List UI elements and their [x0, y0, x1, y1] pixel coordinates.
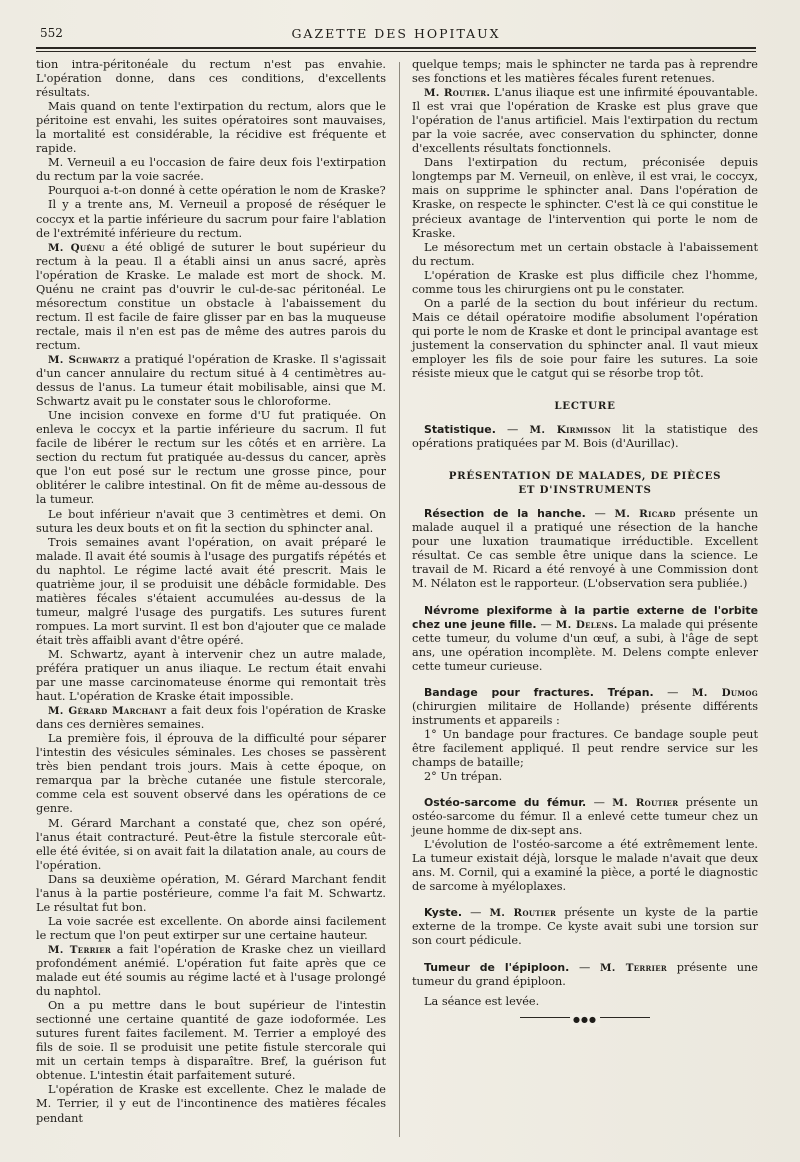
paragraph: Dans l'extirpation du rectum, préconisée depuis longtemps par M. Verneuil, on enlève, il est vrai, le coccyx, mais on supprime le sphincter anal. Dans l'opération de Kraske, on respecte le sphincter. C'est là ce qui constitue le précieux avantage de l'intervention qui porte le nom de Kraske.	[412, 156, 758, 240]
paragraph: On a pu mettre dans le bout supérieur de l'intestin sectionné une certaine quantité de gaze iodoformée. Les sutures furent faites facilement. M. Terrier a employé des fils de soie. Il se produisit une petite fistule stercorale qui mit un certain temps à disparaître. Bref, la guérison fut obtenue. L'intestin était parfaitement suturé.	[36, 999, 386, 1083]
item-text: La malade qui présente cette tumeur, du volume d'un œuf, a subi, à l'âge de sept ans, une opération incomplète. M. Delens compte enlever cette tumeur curieuse.	[412, 617, 758, 673]
paragraph: tion intra-péritonéale du rectum n'est pas envahie. L'opération donne, dans ces conditions, d'excellents résultats.	[36, 58, 386, 100]
item-title: Bandage pour fractures. Trépan.	[424, 685, 654, 699]
paragraph	[36, 241, 386, 353]
item-text: lit la statistique des opérations pratiquées par M. Bois (d'Aurillac).	[412, 423, 758, 451]
speaker-name: M. Delens.	[555, 618, 618, 631]
paragraph: quelque temps; mais le sphincter ne tarda pas à reprendre ses fonctions et les matières fécales furent retenues.	[412, 58, 758, 86]
section-heading-presentation	[412, 469, 758, 497]
paragraph: Mais quand on tente l'extirpation du rectum, alors que le péritoine est envahi, les suites opératoires sont mauvaises, la mortalité est considérable, la récidive est fréquente et rapide.	[36, 100, 386, 156]
paragraph: Une incision convexe en forme d'U fut pratiquée. On enleva le coccyx et la partie inférieure du sacrum. Il fut facile de libérer le rectum sur les côtés et en arrière. La section du rectum fut pratiquée au-dessus du cancer, après que l'on eut posé sur le rectum une grosse pince, pour oblitérer le calibre intestinal. On fit de même au-dessous de la tumeur.	[36, 409, 386, 507]
item-resection	[412, 507, 758, 591]
paragraph	[412, 86, 758, 156]
paragraph-text: a été obligé de suturer le bout supérieur du rectum à la peau. Il a établi ainsi un anus sacré, après l'opération de Kraske. Le malade est mort de shock. M. Quénu ne craint pas d'ouvrir le cul-de-sac péritonéal. Le mésorectum constitue un obstacle à l'abaissement du rectum. Il est facile de faire glisser par en bas la muqueuse rectale, mais il n'en est pas de même des autres parois du rectum.	[36, 240, 386, 352]
spacer	[412, 894, 758, 906]
item-title: Statistique.	[424, 423, 496, 437]
right-column	[412, 58, 758, 1024]
item-text: présente un malade auquel il a pratiqué une résection de la hanche pour une luxation traumatique irréductible. Excellent résultat. Ce cas semble être unique dans la science. Le travail de M. Ricard a été renvoyé à une Commission dont M. Nélaton est le rapporteur. (L'observation sera publiée.)	[412, 507, 758, 591]
paragraph	[36, 353, 386, 409]
paragraph: Le mésorectum met un certain obstacle à l'abaissement du rectum.	[412, 240, 758, 268]
spacer	[412, 949, 758, 961]
list-item: 2° Un trépan.	[424, 770, 503, 784]
item-title: Kyste.	[424, 906, 463, 920]
section-heading-line: PRÉSENTATION DE MALADES, DE PIÈCES	[448, 470, 722, 483]
paragraph: L'opération de Kraske est excellente. Chez le malade de M. Terrier, il y eut de l'incontinence des matières fécales pendant	[36, 1083, 386, 1125]
speaker-name: M. Quénu	[48, 241, 106, 254]
paragraph: L'opération de Kraske est plus difficile chez l'homme, comme tous les chirurgiens ont pu le constater.	[412, 268, 758, 296]
paragraph: M. Schwartz, ayant à intervenir chez un autre malade, préféra pratiquer un anus iliaque. Le rectum était envahi par une masse carcinomateuse énorme qui remontait très haut. L'opération de Kraske était impossible.	[36, 647, 386, 704]
column-divider	[399, 62, 400, 1137]
dash: —	[536, 617, 556, 631]
section-heading-line: ET D'INSTRUMENTS	[518, 484, 652, 497]
spacer	[412, 592, 758, 604]
paragraph: La voie sacrée est excellente. On aborde ainsi facilement le rectum que l'on peut extirper sur une certaine hauteur.	[36, 914, 386, 942]
paragraph	[36, 704, 386, 732]
list-item: 1° Un bandage pour fractures. Ce bandage souple peut être facilement appliqué. Il peut rendre service sur les champs de bataille;	[412, 727, 758, 769]
dash: —	[569, 960, 600, 974]
item-title: Névrome plexiforme à la partie externe de l'orbite chez une jeune fille.	[412, 603, 758, 631]
speaker-name: M. Routier.	[424, 87, 491, 100]
paragraph-text: a pratiqué l'opération de Kraske. Il s'agissait d'un cancer annulaire du rectum situé à 4 centimètres au-dessus de l'anus. La tumeur était mobilisable, ainsi que M. Schwartz avait pu le constater sous le chloroforme.	[36, 352, 386, 409]
speaker-name: M. Schwartz	[48, 353, 120, 366]
item-statistique	[412, 423, 758, 451]
paragraph: On a parlé de la section du bout inférieur du rectum. Mais ce détail opératoire modifie absolument l'opération qui porte le nom de Kraske et dont le principal avantage est justement la conservation du sphincter anal. Il vaut mieux employer les fils de soie pour faire les sutures. La soie résiste mieux que le catgut qui se résorbe trop tôt.	[412, 296, 758, 381]
paragraph: L'évolution de l'ostéo-sarcome a été extrêmement lente. La tumeur existait déjà, lorsque le malade n'avait que deux ans. M. Cornil, qui a examiné la pièce, a porté le diagnostic de sarcome à myéloplaxes.	[412, 838, 758, 894]
running-title: GAZETTE DES HOPITAUX	[291, 26, 501, 41]
paragraph-text: a fait l'opération de Kraske chez un vieillard profondément anémié. L'opération fut faite après que ce malade eut été soumis au régime lacté et à l'usage prolongé du naphtol.	[36, 942, 386, 999]
paragraph: M. Gérard Marchant a constaté que, chez son opéré, l'anus était contracturé. Peut-être la fistule stercorale eût-elle été évitée, si on avait fait la dilatation anale, au cours de l'opération.	[36, 816, 386, 872]
page-header	[36, 22, 756, 42]
speaker-name: M. Kirmisson	[529, 424, 612, 437]
closing-line: La séance est levée.	[424, 994, 540, 1008]
item-osteo-sarcome	[412, 796, 758, 838]
item-tumeur	[412, 961, 758, 989]
item-title: Résection de la hanche.	[424, 507, 586, 521]
item-text: présente une tumeur du grand épiploon.	[412, 960, 758, 988]
section-heading-lecture: LECTURE	[554, 400, 616, 413]
spacer	[412, 784, 758, 796]
header-rule-thin	[36, 51, 756, 52]
speaker-name: M. Terrier	[48, 943, 112, 956]
dash: —	[585, 507, 615, 521]
speaker-name: M. Routier	[612, 797, 679, 810]
speaker-name: M. Gérard Marchant	[48, 705, 167, 718]
paragraph-text: a fait deux fois l'opération de Kraske dans ces dernières semaines.	[36, 704, 386, 732]
dash: —	[653, 685, 692, 699]
paragraph: Le bout inférieur n'avait que 3 centimètres et demi. On sutura les deux bouts et on fit la section du sphincter anal.	[36, 507, 386, 535]
dash: —	[586, 796, 613, 810]
paragraph-text: L'anus iliaque est une infirmité épouvantable. Il est vrai que l'opération de Kraske est plus grave que l'opération de l'anus artificiel. Mais l'extirpation du rectum par la voie sacrée, avec conservation du sphincter, donne d'excellents résultats fonctionnels.	[412, 86, 758, 156]
page-number: 552	[40, 26, 63, 40]
paragraph: Dans sa deuxième opération, M. Gérard Marchant fendit l'anus à la partie postérieure, comme l'a fait M. Schwartz. Le résultat fut bon.	[36, 872, 386, 914]
item-text: (chirurgien militaire de Hollande) présente différents instruments et appareils :	[412, 699, 758, 727]
item-bandage	[412, 686, 758, 728]
item-text: présente un ostéo-sarcome du fémur. Il a enlevé cette tumeur chez un jeune homme de dix-sept ans.	[412, 796, 758, 838]
dash: —	[495, 423, 530, 437]
paragraph: La première fois, il éprouva de la difficulté pour séparer l'intestin des vésicules séminales. Les choses se passèrent très bien pendant trois jours. Mais à cette époque, on remarqua par la brèche cutanée une fistule stercorale, comme cela est souvent observé dans les opérations de ce genre.	[36, 732, 386, 816]
item-text: présente un kyste de la partie externe de la trompe. Ce kyste avait subi une torsion sur son court pédicule.	[412, 906, 758, 948]
item-title: Tumeur de l'épiploon.	[424, 960, 570, 974]
speaker-name: M. Dumog	[691, 686, 759, 699]
item-nevrome	[412, 604, 758, 674]
item-kyste	[412, 906, 758, 948]
header-rule-thick	[36, 47, 756, 49]
spacer	[412, 674, 758, 686]
dash: —	[462, 906, 490, 920]
ornament-glyph: ●●●	[570, 1013, 600, 1027]
paragraph	[36, 943, 386, 999]
speaker-name: M. Ricard	[614, 508, 676, 521]
left-column	[36, 58, 386, 1126]
paragraph: Pourquoi a-t-on donné à cette opération le nom de Kraske?	[48, 184, 386, 198]
paragraph: M. Verneuil a eu l'occasion de faire deux fois l'extirpation du rectum par la voie sacrée.	[36, 156, 386, 184]
speaker-name: M. Routier	[489, 907, 557, 920]
end-ornament	[520, 1014, 650, 1024]
item-title: Ostéo-sarcome du fémur.	[424, 796, 587, 810]
paragraph: Il y a trente ans, M. Verneuil a proposé de réséquer le coccyx et la partie inférieure du sacrum pour faire l'ablation de l'extrémité inférieure du rectum.	[36, 198, 386, 240]
paragraph: Trois semaines avant l'opération, on avait préparé le malade. Il avait été soumis à l'usage des purgatifs répétés et du naphtol. Le régime lacté avait été prescrit. Mais le quatrième jour, il se produisit une débâcle formidable. Des matières fécales s'étaient accumulées au-dessus de la tumeur, malgré l'usage des purgatifs. Les sutures furent rompues. La mort survint. Il est bon d'ajouter que ce malade était très affaibli avant d'être opéré.	[36, 535, 386, 647]
speaker-name: M. Terrier	[600, 961, 667, 974]
